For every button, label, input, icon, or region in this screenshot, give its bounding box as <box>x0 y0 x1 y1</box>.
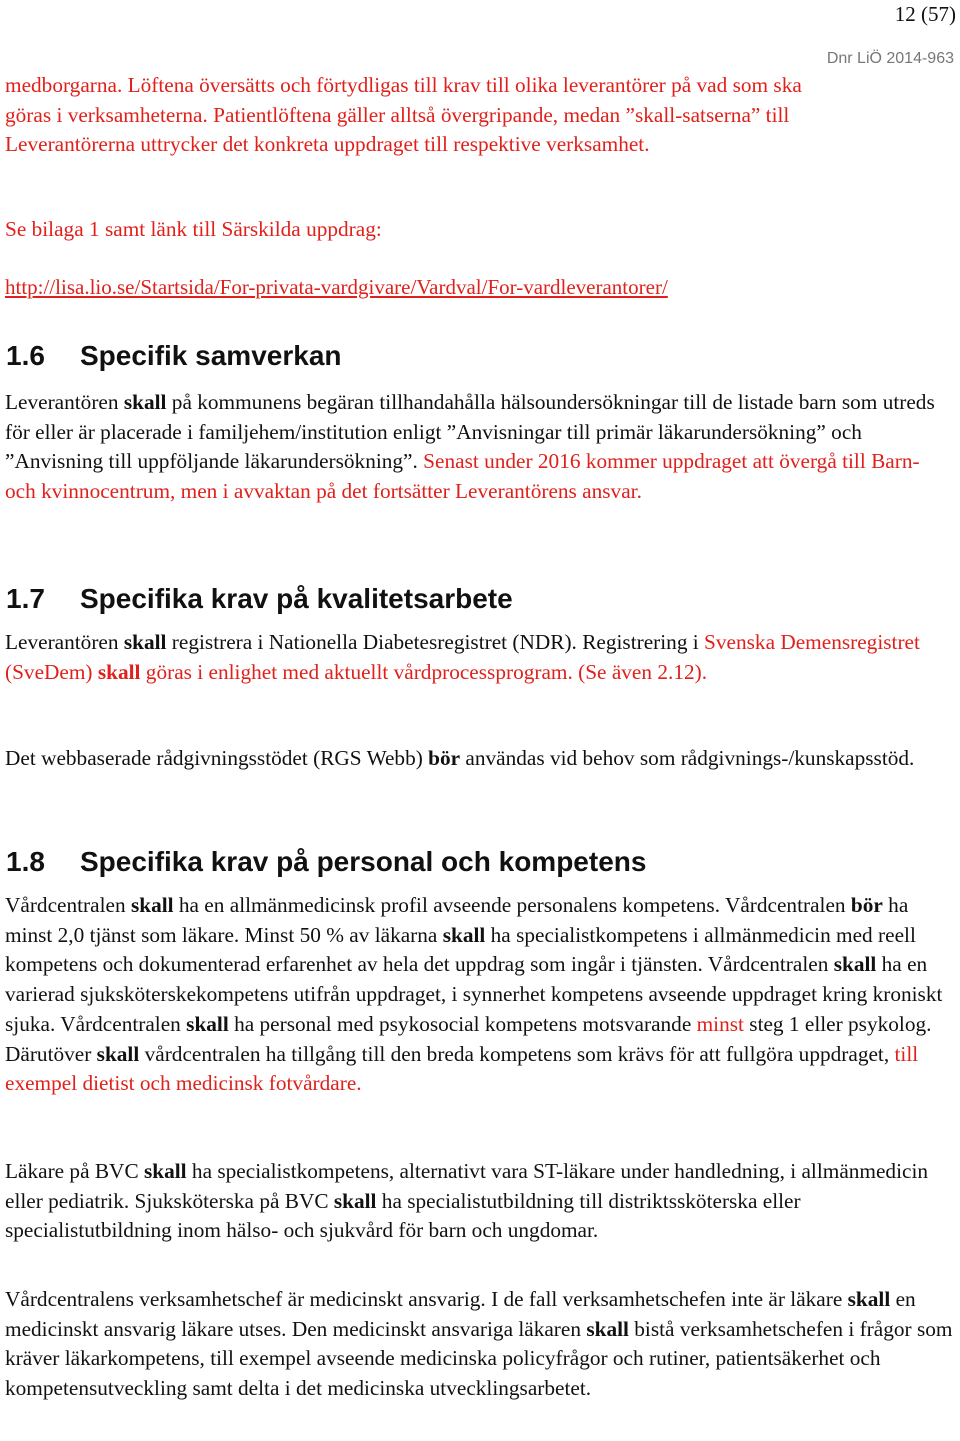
document-reference: Dnr LiÖ 2014-963 <box>826 50 954 67</box>
intro-paragraph <box>5 71 955 160</box>
emphasis-skall: skall <box>123 630 167 654</box>
bilaga-text: Se bilaga 1 samt länk till Särskilda uppdrag: <box>5 217 382 241</box>
revision-text: minst <box>696 1011 744 1036</box>
emphasis-skall: skall <box>97 659 141 684</box>
section-1-8-paragraph-3 <box>5 1285 955 1404</box>
section-1-7-heading <box>6 583 513 615</box>
text-run: Leverantören <box>5 630 124 654</box>
emphasis-bor: bör <box>428 746 461 770</box>
text-run: på kommunens begäran tillhandahålla hälsoundersökningar till de listade barn som utreds för eller är placerade i familjehem/institution enligt ”Anvisningar till primär läkarundersökning” och ”Anvisning till uppföljande läkarundersökning”. <box>5 390 935 474</box>
emphasis-skall: skall <box>847 1287 891 1311</box>
emphasis-skall: skall <box>130 893 174 917</box>
emphasis-bor: bör <box>850 893 883 917</box>
section-title: Specifika krav på kvalitetsarbete <box>80 583 513 614</box>
text-run: ha personal med psykosocial kompetens motsvarande <box>228 1011 697 1036</box>
section-number: 1.7 <box>6 583 45 614</box>
text-run: Leverantören <box>5 390 124 414</box>
emphasis-skall: skall <box>586 1316 629 1341</box>
text-run: ha specialistutbildning till distriktssköterska eller specialistutbildning inom hälso- och sjukvård för barn och ungdomar. <box>5 1188 801 1243</box>
revision-text: Svenska Demensregistret (SveDem) <box>5 630 920 684</box>
section-title: Specifika krav på personal och kompetens <box>80 846 647 877</box>
section-1-6-paragraph <box>5 388 955 507</box>
text-run: steg 1 eller psykolog. Därutöver <box>5 1011 932 1066</box>
section-number: 1.6 <box>6 340 45 371</box>
section-1-6-heading <box>6 340 342 372</box>
revision-text: göras i enlighet med aktuellt vårdprocessprogram. (Se även 2.12). <box>140 659 708 684</box>
text-run: ha minst 2,0 tjänst som läkare. Minst 50 % av läkarna <box>5 893 909 947</box>
intro-line-2: göras i verksamheterna. Patientlöftena gäller alltså övergripande, medan ”skall-satserna” till <box>5 102 790 127</box>
sarskilda-uppdrag-link[interactable]: http://lisa.lio.se/Startsida/For-privata-vardgivare/Vardval/For-vardleverantorer/ <box>5 275 668 299</box>
text-run: ha specialistkompetens i allmänmedicin med reell kompetens och dokumenterad erfarenhet av hela det uppdrag som ingår i tjänsten. Vårdcentralen <box>5 922 916 977</box>
section-1-7-paragraph-2 <box>5 744 955 774</box>
emphasis-skall: skall <box>96 1041 140 1066</box>
text-run: ha specialistkompetens, alternativt vara ST-läkare under handledning, i allmänmedicin eller pediatrik. Sjuksköterska på BVC <box>5 1159 929 1213</box>
section-1-8-paragraph-2 <box>5 1157 955 1246</box>
emphasis-skall: skall <box>442 922 486 947</box>
section-1-8-paragraph-1 <box>5 891 955 1099</box>
emphasis-skall: skall <box>143 1159 187 1183</box>
section-1-7-paragraph-1 <box>5 628 955 687</box>
text-run: en medicinskt ansvarig läkare utses. Den medicinskt ansvariga läkaren <box>5 1287 916 1341</box>
text-run: ha en allmänmedicinsk profil avseende personalens kompetens. Vårdcentralen <box>173 893 851 917</box>
intro-line-3: Leverantörerna uttrycker det konkreta uppdraget till respektive verksamhet. <box>5 132 650 157</box>
text-run: Läkare på BVC <box>5 1159 144 1183</box>
emphasis-skall: skall <box>333 1188 377 1213</box>
text-run: registrera i Nationella Diabetesregistret (NDR). Registrering i <box>166 630 705 654</box>
section-title: Specifik samverkan <box>80 340 342 371</box>
text-run: Vårdcentralens verksamhetschef är medicinskt ansvarig. I de fall verksamhetschefen inte är läkare <box>5 1287 848 1311</box>
text-run: bistå verksamhetschefen i frågor som kräver läkarkompetens, till exempel avseende medicinska policyfrågor och rutiner, patientsäkerhet och kompetensutveckling samt delta i det medicinska utvecklingsarbetet. <box>5 1316 953 1401</box>
text-run: Vårdcentralen <box>5 893 131 917</box>
revision-text: till exempel dietist och medicinsk fotvårdare. <box>5 1041 919 1096</box>
text-run: ha en varierad sjuksköterskekompetens utifrån uppdraget, i synnerhet kompetens avseende uppdraget kring kroniskt sjuka. Vårdcentralen <box>5 952 943 1036</box>
text-run: vårdcentralen ha tillgång till den breda kompetens som krävs för att fullgöra uppdraget, <box>139 1041 895 1066</box>
emphasis-skall: skall <box>833 952 877 977</box>
intro-line-1: medborgarna. Löftena översätts och förtydligas till krav till olika leverantörer på vad som ska <box>5 73 802 97</box>
text-run: användas vid behov som rådgivnings-/kunskapsstöd. <box>460 746 915 770</box>
text-run: Det webbaserade rådgivningsstödet (RGS Webb) <box>5 746 429 770</box>
emphasis-skall: skall <box>186 1011 229 1036</box>
section-1-8-heading <box>6 846 646 878</box>
emphasis-skall: skall <box>123 390 167 414</box>
page-number: 12 (57) <box>894 2 956 26</box>
revision-text: Senast under 2016 kommer uppdraget att övergå till Barn- och kvinnocentrum, men i avvaktan på det fortsätter Leverantörens ansvar. <box>5 449 920 504</box>
section-number: 1.8 <box>6 846 45 877</box>
